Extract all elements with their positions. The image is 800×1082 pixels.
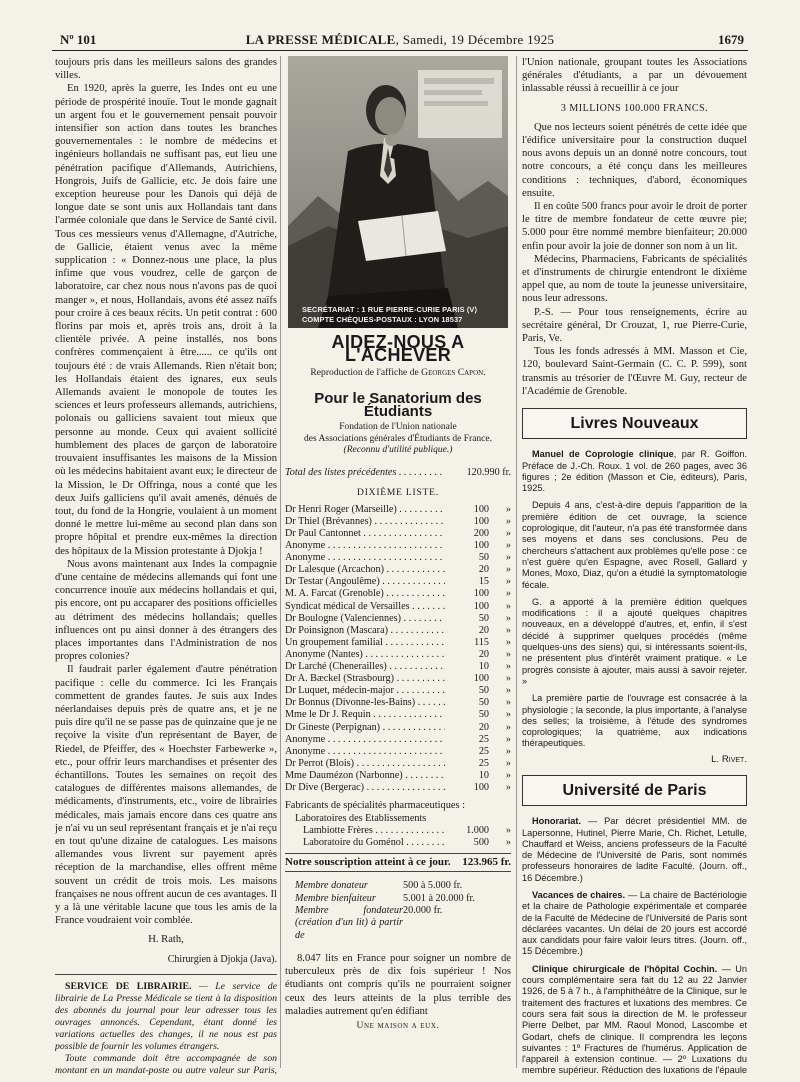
row-amount: 20 (478, 648, 489, 660)
university-news (522, 816, 747, 1076)
header-rule (52, 50, 748, 51)
service-notice-2 (55, 1053, 277, 1076)
row-amount: 50 (478, 697, 489, 709)
list-row (285, 709, 511, 721)
row-name: Anonyme . . . (285, 552, 445, 564)
row-unit: » (505, 552, 511, 564)
row-amount: 50 (478, 685, 489, 697)
review-signature: L. Rivet. (711, 753, 747, 765)
service-text: — Le service de librairie de La Presse Médicale se tient à la disposition des abonnés du journal pour leur adresser tous les ouvrages annoncés. Cependant, étant donné les variations actuelles des changes, il ne nous est pas possible de fournir les volumes étrangers. (55, 980, 277, 1052)
row-name: Dr Lalesque (Arcachon) . . . (285, 564, 445, 576)
row-amount: 100 (473, 781, 489, 793)
row-unit: » (505, 515, 511, 527)
membership-tiers (285, 880, 511, 941)
sanatorium-title: Pour le Sanatorium des Étudiants (314, 389, 482, 420)
appeal-paragraph: Tous les fonds adressés à MM. Masson et Cie, 120, boulevard Saint-Germain (C. C. P. 599), sont transmis au trésorier de l'Œuvre M. Guy, recteur de l'Académie de Grenoble. (522, 346, 747, 397)
news-item (522, 816, 747, 884)
sanatorium-status: (Reconnu d'utilité publique.) (343, 445, 453, 456)
row-amount: 10 (478, 661, 489, 673)
list-row (285, 649, 511, 661)
list-row (285, 837, 511, 849)
row-name: Dr A. Bæckel (Strasbourg) . . . (285, 673, 445, 685)
manufacturers-sub-label: Laboratoires des Etablissements (295, 812, 427, 824)
list-row (285, 576, 511, 588)
manufacturers-subheading (285, 813, 511, 825)
row-name: Un groupement familial . . . (285, 637, 445, 649)
review-paragraph: Depuis 4 ans, c'est-à-dire depuis l'apparition de la première édition de cet ouvrage, la science coprologique, dit l'auteur, n'a pas été transformée dans ses moyens et dans ses conclusions. Peu de chercheurs s'attachent aux problèmes qu'elle pose : ce n'est guère qu'en Espagne, avec Rosell, Gallard y Mones, Moxo, Diaz, qu'on a étudié la symptomatologie fécale. (522, 500, 747, 590)
appeal-paragraph: Il en coûte 500 francs pour avoir le droit de porter le titre de membre fondateur de cette œuvre pie; 5.000 pour être nommé membre bienfaiteur; 20.000 enfin pour avoir la joie de donner son nom à un lit. (522, 201, 747, 252)
row-amount: 20 (478, 564, 489, 576)
news-item (522, 964, 747, 1076)
row-name: Dr Gineste (Perpignan) . . . (285, 722, 445, 734)
list-row (285, 685, 511, 697)
service-text-2: Toute commande doit être accompagnée de son montant en un mandat-poste ou autre valeur sur Paris, (55, 1052, 277, 1076)
row-amount: 25 (478, 745, 489, 757)
list-row (285, 601, 511, 613)
appeal-paragraph: P.-S. — Pour tous renseignements, écrire au secrétaire général, Dr Crouzat, 1, rue Pierre-Curie, Paris, Ve. (522, 306, 747, 345)
article-paragraph: Il faudrait parler également d'autre pénétration pacifique : celle du commerce. Ici les Français commettent de grandes fautes. Je suis aux Indes néerlandaises depuis près de quatre ans, et je ne puis dire qu'il ne se passe pas de quinzaine que je ne reçoive la visite d'un représentant de Bayer, de Riedel, de Pfeiffer, des « Hoechster Farbewerke », etc., pour offrir leurs marchandises et présenter des échantillons. Toutes les semaines on reçoit des catalogues de différentes maisons allemandes, de médicaments, d'instruments, etc., voire de librairies médicales, mais jamais encore dans ces quatre ans je n'ai vu un seul représentant français et je n'ai reçu en tout qu'une dizaine de catalogues. Les maisons allemandes vous livrent sur payement après réception de la marchandise, elles offrent même souvent un crédit de trois mois. Les maisons françaises ne nous offrent aucun de ces avantages. Il y a là une véritable lacune que tous les amis de la France voudraient voir comblée. (55, 664, 277, 927)
news-item-text: — Un cours complémentaire sera fait du 12 au 22 Janvier 1926, de 5 à 7 h., à l'amphithéâtre de la Clinique, sur le traitement des fractures et luxations des membres. Ce cours sera fait sous la direction de M. le professeur Pierre Delbet, par MM. Raoul Monod, Lascombe et Godart, chefs de clinique. Il comprendra les leçons suivantes : 1º Fractures de l'humérus. Application de l'appareil à extension continue. — 2º Luxations du membre supérieur. Réduction des luxations de l'épaule (522, 963, 747, 1076)
row-name: Anonyme . . . (285, 746, 445, 758)
row-amount: 100 (473, 673, 489, 685)
journal-name: LA PRESSE MÉDICALE (245, 32, 396, 47)
book-title: Manuel de Coprologie clinique (532, 449, 674, 460)
row-amount: 100 (473, 503, 489, 515)
membership-tier (295, 905, 511, 942)
row-name: M. A. Farcat (Grenoble) . . . (285, 588, 445, 600)
news-item-text: — La chaire de Bactériologie et la chaire de Pathologie expérimentale et comparée de la Faculté de Médecine de l'Université de Paris sont déclarées vacantes. Un délai de 20 jours est accordé aux candidats pour faire valoir leurs titres. (Journ. off., 15 Décembre.) (522, 889, 747, 957)
tier-label: Membre bienfaiteur (295, 892, 376, 904)
donation-rows (285, 504, 511, 794)
poster-image (288, 56, 508, 328)
subscription-label: Notre souscription atteint à ce jour. (285, 856, 451, 869)
row-unit: » (505, 612, 511, 624)
tier-value: 500 à 5.000 fr. (403, 880, 463, 892)
row-amount: 50 (478, 612, 489, 624)
list-row (285, 625, 511, 637)
row-amount: 25 (478, 757, 489, 769)
issue-number: Nº 101 (60, 32, 97, 47)
list-row (285, 734, 511, 746)
tier-value: 5.001 à 20.000 fr. (403, 892, 475, 904)
row-amount: 25 (478, 733, 489, 745)
list-row (285, 722, 511, 734)
row-name: Dr Larché (Chenerailles) . . . (285, 661, 445, 673)
row-unit: » (505, 528, 511, 539)
row-unit: » (505, 661, 511, 673)
article-author-role: Chirurgien à Djokja (Java). (167, 953, 277, 965)
donation-list (285, 467, 511, 795)
row-name: Dr Paul Cantonnet . . . (285, 528, 445, 540)
news-item (522, 890, 747, 958)
tier-label: Membre fondateur (création d'un lit) à partir de (295, 905, 403, 941)
sanatorium-subtitle: Fondation de l'Union nationale (339, 422, 457, 433)
row-amount: 20 (478, 721, 489, 733)
issue-date: , Samedi, 19 Décembre 1925 (395, 32, 555, 47)
row-amount: 100 (473, 588, 489, 600)
appeal-amount: 3 MILLIONS 100.000 FRANCS. (560, 102, 709, 114)
row-unit: » (505, 564, 511, 576)
service-notice (55, 981, 277, 1053)
section-title-universite: Université de Paris (522, 775, 747, 806)
row-name: Dr Poinsignon (Mascara) . . . (285, 625, 445, 637)
row-amount: 100 (473, 600, 489, 612)
row-name: Anonyme . . . (285, 540, 445, 552)
closing-paragraph: 8.047 lits en France pour soigner un nombre de tuberculeux près de dix fois supérieur ! Nos étudiants ont compris qu'ils ne pourraient soigner ceux des leurs atteints de la plus terrible des maladies autrement qu'en édifiant (285, 952, 511, 1017)
list-row (285, 516, 511, 528)
row-name: Laboratoire du Goménol . . . (285, 837, 445, 849)
column-divider (516, 56, 517, 1068)
row-name: Dr Perrot (Blois) . . . (285, 758, 445, 770)
subscription-amount: 123.965 fr. (462, 856, 511, 869)
list-row (285, 782, 511, 794)
row-amount: 50 (478, 709, 489, 721)
masthead (0, 32, 800, 48)
page-header (0, 0, 800, 47)
row-amount: 200 (473, 528, 489, 539)
row-unit: » (505, 636, 511, 648)
row-amount: 1.000 (466, 825, 489, 837)
row-unit: » (505, 697, 511, 709)
subscription-total (285, 853, 511, 872)
row-amount: 100 (473, 540, 489, 552)
book-reference (522, 449, 747, 494)
news-item-heading: Vacances de chaires. (532, 889, 626, 900)
column-left (55, 56, 277, 1076)
row-unit: » (505, 540, 511, 552)
row-amount: 20 (478, 624, 489, 636)
row-unit: » (505, 624, 511, 636)
row-name: Mme le Dr J. Requin . . . (285, 709, 445, 721)
news-item-heading: Honorariat. (532, 816, 582, 827)
list-row (285, 825, 511, 837)
row-unit: » (505, 781, 511, 793)
list-row (285, 673, 511, 685)
review-paragraph: G. a apporté à la première édition quelques modifications : il a ajouté quelques chapitres nouveaux, en a développé d'autres, et, enfin, il s'est décidé à supprimer quelques procédés (même quelques-uns des siens) qui, si intéressants soient-ils, ne présentent plus d'intérêt vraiment pratique. « Le progrès consiste à ajouter, mais aussi à savoir rejeter. » (522, 596, 747, 686)
row-unit: » (505, 721, 511, 733)
row-amount: 115 (474, 636, 489, 648)
row-amount: 50 (478, 552, 489, 564)
manufacturers-heading: Fabricants de spécialités pharmaceutiques : (285, 800, 466, 812)
news-item-heading: Clinique chirurgicale de l'hôpital Cochin. (532, 963, 718, 974)
row-unit: » (505, 673, 511, 685)
row-unit: » (505, 709, 511, 721)
row-unit: » (505, 825, 511, 837)
poster-credit (285, 366, 511, 379)
membership-tier (295, 893, 511, 905)
list-row (285, 697, 511, 709)
appeal-paragraph: Médecins, Pharmaciens, Fabricants de spécialités et d'instruments de chirurgie entendront le dixième appel que, au nom de toute la jeunesse universitaire, nous leur adressons. (522, 253, 747, 305)
list-row (285, 588, 511, 600)
column-divider (280, 56, 281, 1068)
row-amount: 10 (478, 769, 489, 781)
row-unit: » (505, 648, 511, 660)
list-row (285, 540, 511, 552)
row-amount: 500 (473, 837, 489, 849)
poster-title: AIDEZ-NOUS A L'ACHEVER (331, 332, 465, 366)
previous-total-amount: 120.990 fr. (466, 466, 511, 478)
closing-motto: Une maison a eux. (356, 1020, 440, 1031)
row-unit: » (505, 745, 511, 757)
manufacturer-rows (285, 825, 511, 849)
appeal-paragraph: Que nos lecteurs soient pénétrés de cette idée que l'édifice universitaire pour la construction duquel nous avons depuis un an donné notre concours, tout notre concours, a été conçu dans les meilleures conditions : techniques, d'abord, économiques ensuite. (522, 121, 747, 199)
row-name: Dr Henri Roger (Marseille) . . . (285, 504, 445, 516)
sanatorium-subtitle: des Associations générales d'Étudiants de France. (304, 433, 492, 444)
previous-total-label: Total des listes précédentes . . . (285, 467, 445, 479)
news-item-text: — Par décret présidentiel MM. de Lapersonne, Hutinel, Pierre Marie, Ch. Richet, Letulle, Chauffard et Weiss, anciens professeurs de la Faculté de Médecine de l'Université de Paris, sont nommés professeurs honoraires de ladite Faculté. (Journ. off., 16 Décembre.) (522, 816, 747, 883)
row-unit: » (505, 600, 511, 612)
book-details: , par R. Goiffon. Préface de J.-Ch. Roux. 1 vol. de 260 pages, avec 36 figures ; 2e édition (Masson et Cie, éditeurs), Paris, 1925. (522, 449, 747, 494)
membership-tier (295, 880, 511, 892)
review-paragraph: La première partie de l'ouvrage est consacrée à la physiologie ; la seconde, la plus importante, à l'analyse des selles; la troisième, à l'étude des syndromes coprologiques; la quatrième, aux indications thérapeutiques. (522, 693, 747, 749)
row-name: Dr Thiel (Brévannes) . . . (285, 516, 445, 528)
poster-illustration (288, 56, 508, 328)
row-unit: » (505, 685, 511, 697)
article-paragraph: En 1920, après la guerre, les Indes ont eu une période de prospérité inouïe. Tout le monde gagnait un argent fou et le gouvernement pensait pouvoir intensifier son action dans toutes les branches gouvernementales : le nombre de médecins et ingénieurs hollandais ne suffisant pas, eut lieu une pénétration pacifique d'Allemands, Autrichiens, Hongrois, Juifs de Gallicie, etc. Je dois faire une exception heureuse pour les Danois qui déjà de longue date se sont unis aux Hollandais tant dans l'armée coloniale que dans le Service de Santé civil. Tous ces messieurs venus d'Allemagne, d'Autriche, de Gallicie, étaient venus avec la même supplication : « Donnez-nous une place, la plus infime que vous voudrez, celle de garçon de laboratoire, car chez nous nous n'avons pas de quoi manger », et nous, Hollandais, avons été assez naïfs pour croire à ces beaux récits. Un petit contrat : 600 florins par mois et, après trois ans, droit à la clientèle privée. A peine installés, nos bons confrères commençaient à être...... ce qu'ils ont toujours été : de vrais Allemands. Rien n'était bon; les Hollandais étaient des ignares, eux seuls Allemands avaient le monopole de toutes les sciences et leurs professeurs allemands, autrichiens, polonais ou galliciens savaient tout mieux que personne au monde. Ceux qui avaient sollicité humblement des places de garçon de laboratoire trouvaient insuffisantes les maisons de la Mission où les médecins habitaient avant eux; le directeur de la Mission, le Dr Offringa, nous a conté que les deux Juifs galliciens qu'il avait amenés, dénués de tout, du fond de la Hongrie, voulaient à un moment donné le mettre lui-même au second plan dans son propre hôpital et prendre eux-mêmes la direction des hôpitaux de la Mission protestante à Djokja ! (55, 83, 277, 557)
row-name: Anonyme . . . (285, 734, 445, 746)
article-author: H. Rath, (148, 934, 184, 946)
row-name: Dr Testar (Angoulême) . . . (285, 576, 445, 588)
row-unit: » (505, 588, 511, 600)
section-separator (55, 974, 277, 975)
list-row (285, 528, 511, 540)
row-unit: » (505, 757, 511, 769)
service-title: SERVICE DE LIBRAIRIE. (65, 980, 192, 992)
list-row (285, 552, 511, 564)
poster-artist: Georges Capon. (421, 367, 486, 379)
row-name: Dr Dive (Bergerac) . . . (285, 782, 445, 794)
row-name: Syndicat médical de Versailles . . . (285, 601, 445, 613)
book-review (522, 449, 747, 765)
article-paragraph: toujours pris dans les meilleurs salons des grandes villes. (55, 57, 277, 82)
page-number: 1679 (718, 32, 744, 47)
list-heading: DIXIÈME LISTE. (357, 487, 439, 498)
row-name: Dr Bonnus (Divonne-les-Bains) . . . (285, 697, 445, 709)
column-middle (285, 56, 511, 1076)
row-name: Mme Daumézon (Narbonne) . . . (285, 770, 445, 782)
tier-value: 20.000 fr. (403, 905, 443, 917)
tier-label: Membre donateur (295, 880, 368, 892)
list-row (285, 758, 511, 770)
row-unit: » (505, 733, 511, 745)
list-row (285, 504, 511, 516)
column-right (522, 56, 747, 1076)
list-row (285, 637, 511, 649)
list-row (285, 661, 511, 673)
article-paragraph: Nous avons maintenant aux Indes la compagnie d'une centaine de médecins allemands qui font une concurrence inouïe aux médecins hollandais et qui, pis encore, ont pu accaparer des positions officielles au détriment des médecins hollandais; quelles influences ont pu ainsi donner à des étrangers des places importantes dans l'Administration de nos propres colonies? (55, 558, 277, 663)
previous-total-row (285, 467, 511, 479)
row-unit: » (505, 503, 511, 515)
poster-caption: COMPTE CHÈQUES-POSTAUX : LYON 18537 (302, 315, 463, 324)
list-row (285, 564, 511, 576)
row-name: Lambiotte Frères . . . (285, 825, 445, 837)
row-amount: 100 (473, 515, 489, 527)
appeal-intro: l'Union nationale, groupant toutes les Associations générales d'étudiants, a par un dévouement inlassable réussi à recueillir à ce jour (522, 57, 747, 95)
row-unit: » (505, 576, 511, 588)
row-name: Anonyme (Nantes) . . . (285, 649, 445, 661)
row-unit: » (505, 769, 511, 781)
row-amount: 15 (478, 576, 489, 588)
row-name: Dr Luquet, médecin-major . . . (285, 685, 445, 697)
poster-caption: SECRÉTARIAT : 1 RUE PIERRE-CURIE PARIS (V) (302, 305, 478, 314)
row-unit: » (505, 837, 511, 849)
row-name: Dr Boulogne (Valenciennes) . . . (285, 613, 445, 625)
section-title-livres: Livres Nouveaux (522, 408, 747, 439)
list-row (285, 746, 511, 758)
poster-credit-prefix: Reproduction de l'affiche de (310, 367, 422, 379)
list-row (285, 770, 511, 782)
list-row (285, 613, 511, 625)
